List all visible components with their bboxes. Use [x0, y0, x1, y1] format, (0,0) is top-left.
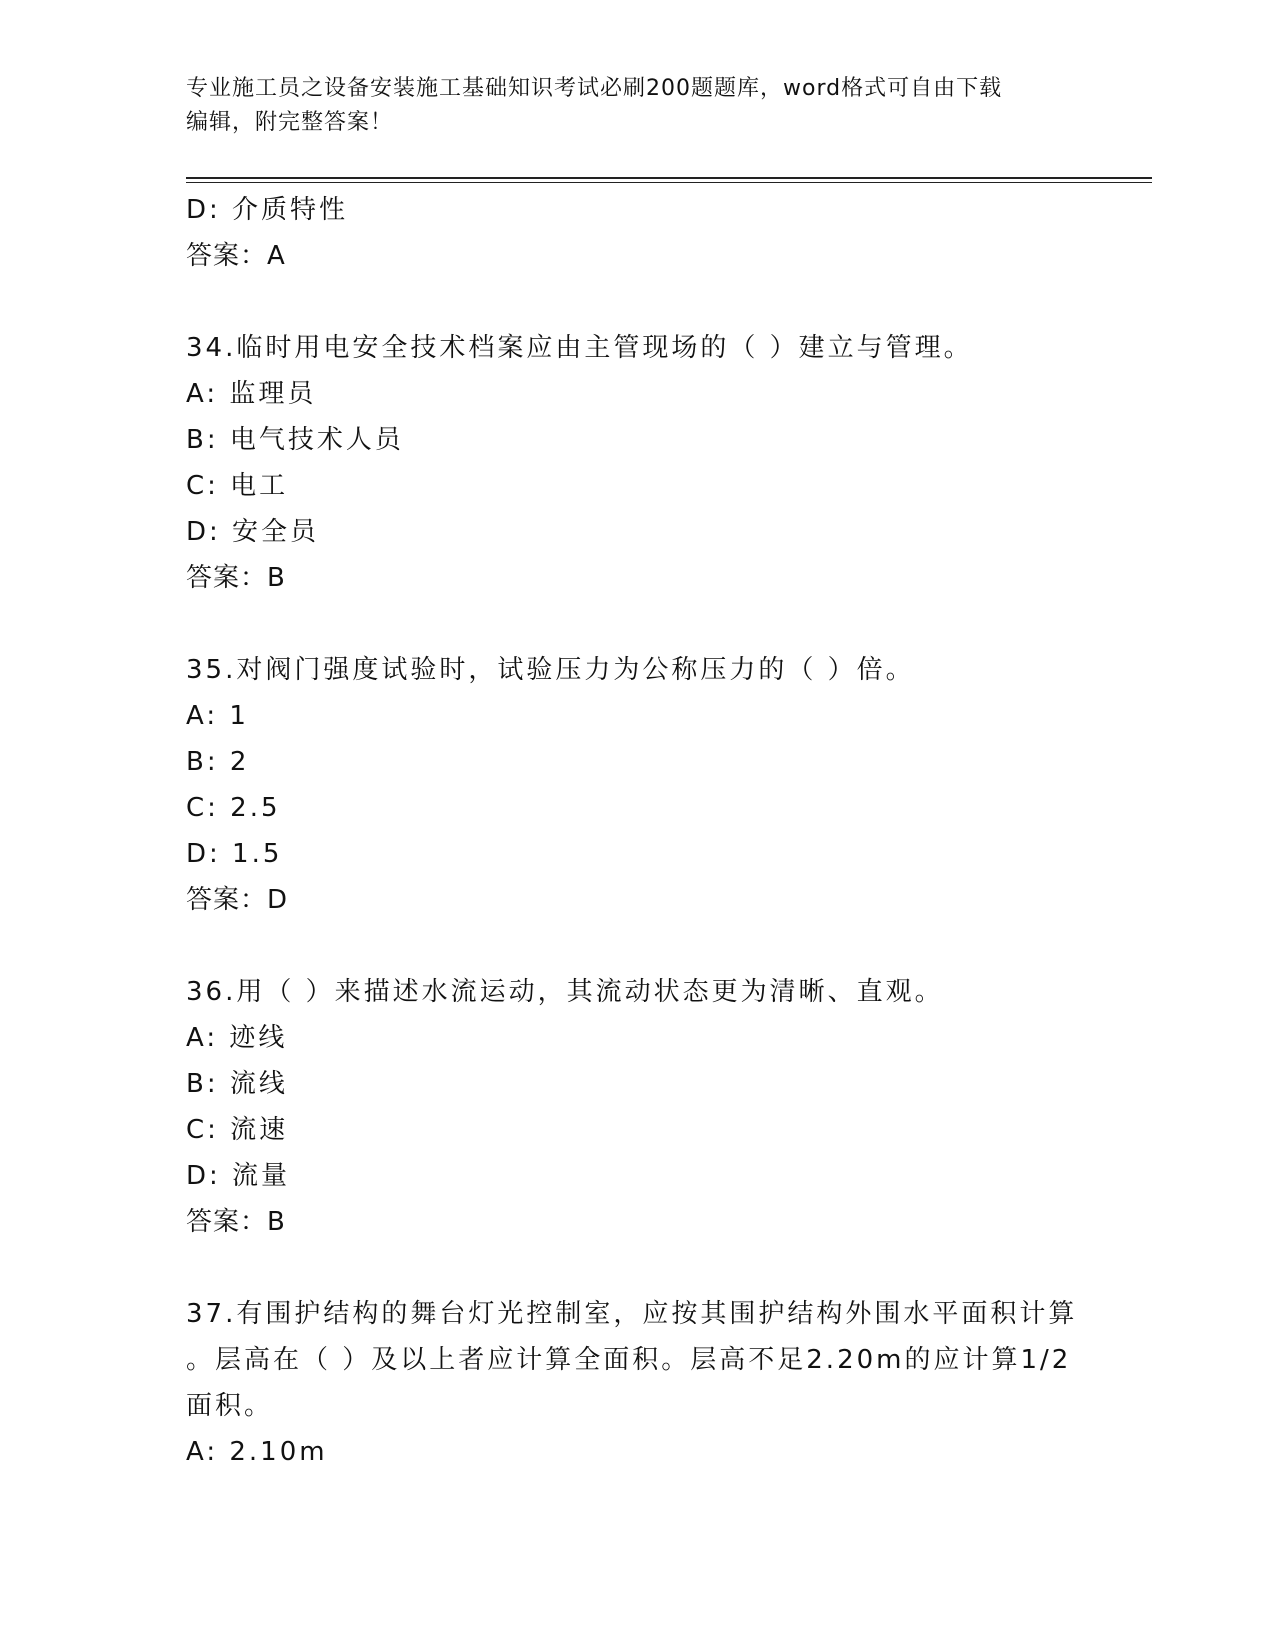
option-c: C: 电工 [186, 471, 289, 501]
document-body [186, 187, 1086, 1475]
spacer [186, 601, 1086, 647]
question-stem-line-1: 37.有围护结构的舞台灯光控制室，应按其围护结构外围水平面积计算 [186, 1299, 1078, 1329]
option-d: D: 安全员 [186, 517, 320, 547]
header-line-2: 编辑，附完整答案！ [186, 110, 394, 135]
spacer [186, 279, 1086, 325]
header-divider-thin [186, 182, 1152, 183]
spacer [186, 1245, 1086, 1291]
option-d: D: 流量 [186, 1161, 291, 1191]
prev-answer: 答案：A [186, 241, 286, 271]
option-b: B: 流线 [186, 1069, 288, 1099]
question-34 [186, 325, 1086, 601]
option-a: A: 1 [186, 701, 249, 731]
answer: 答案：B [186, 563, 286, 593]
question-stem: 34.临时用电安全技术档案应由主管现场的（ ）建立与管理。 [186, 333, 973, 363]
option-d: D: 1.5 [186, 839, 283, 869]
option-b: B: 电气技术人员 [186, 425, 404, 455]
question-stem: 35.对阀门强度试验时，试验压力为公称压力的（ ）倍。 [186, 655, 915, 685]
question-35 [186, 647, 1086, 923]
option-a: A: 监理员 [186, 379, 317, 409]
header-line-1: 专业施工员之设备安装施工基础知识考试必刷200题题库，word格式可自由下载 [186, 76, 1003, 101]
option-c: C: 流速 [186, 1115, 289, 1145]
answer: 答案：B [186, 1207, 286, 1237]
option-c: C: 2.5 [186, 793, 281, 823]
question-37 [186, 1291, 1086, 1475]
answer: 答案：D [186, 885, 289, 915]
prev-option-d: D: 介质特性 [186, 195, 349, 225]
question-stem-line-3: 面积。 [186, 1391, 274, 1421]
header-divider-thick [186, 177, 1152, 179]
option-a: A: 2.10m [186, 1437, 328, 1467]
option-a: A: 迹线 [186, 1023, 288, 1053]
question-stem: 36.用（ ）来描述水流运动，其流动状态更为清晰、直观。 [186, 977, 944, 1007]
question-stem-line-2: 。层高在（ ）及以上者应计算全面积。层高不足2.20m的应计算1/2 [186, 1345, 1072, 1375]
question-36 [186, 969, 1086, 1245]
document-header [186, 72, 1086, 140]
option-b: B: 2 [186, 747, 250, 777]
spacer [186, 923, 1086, 969]
